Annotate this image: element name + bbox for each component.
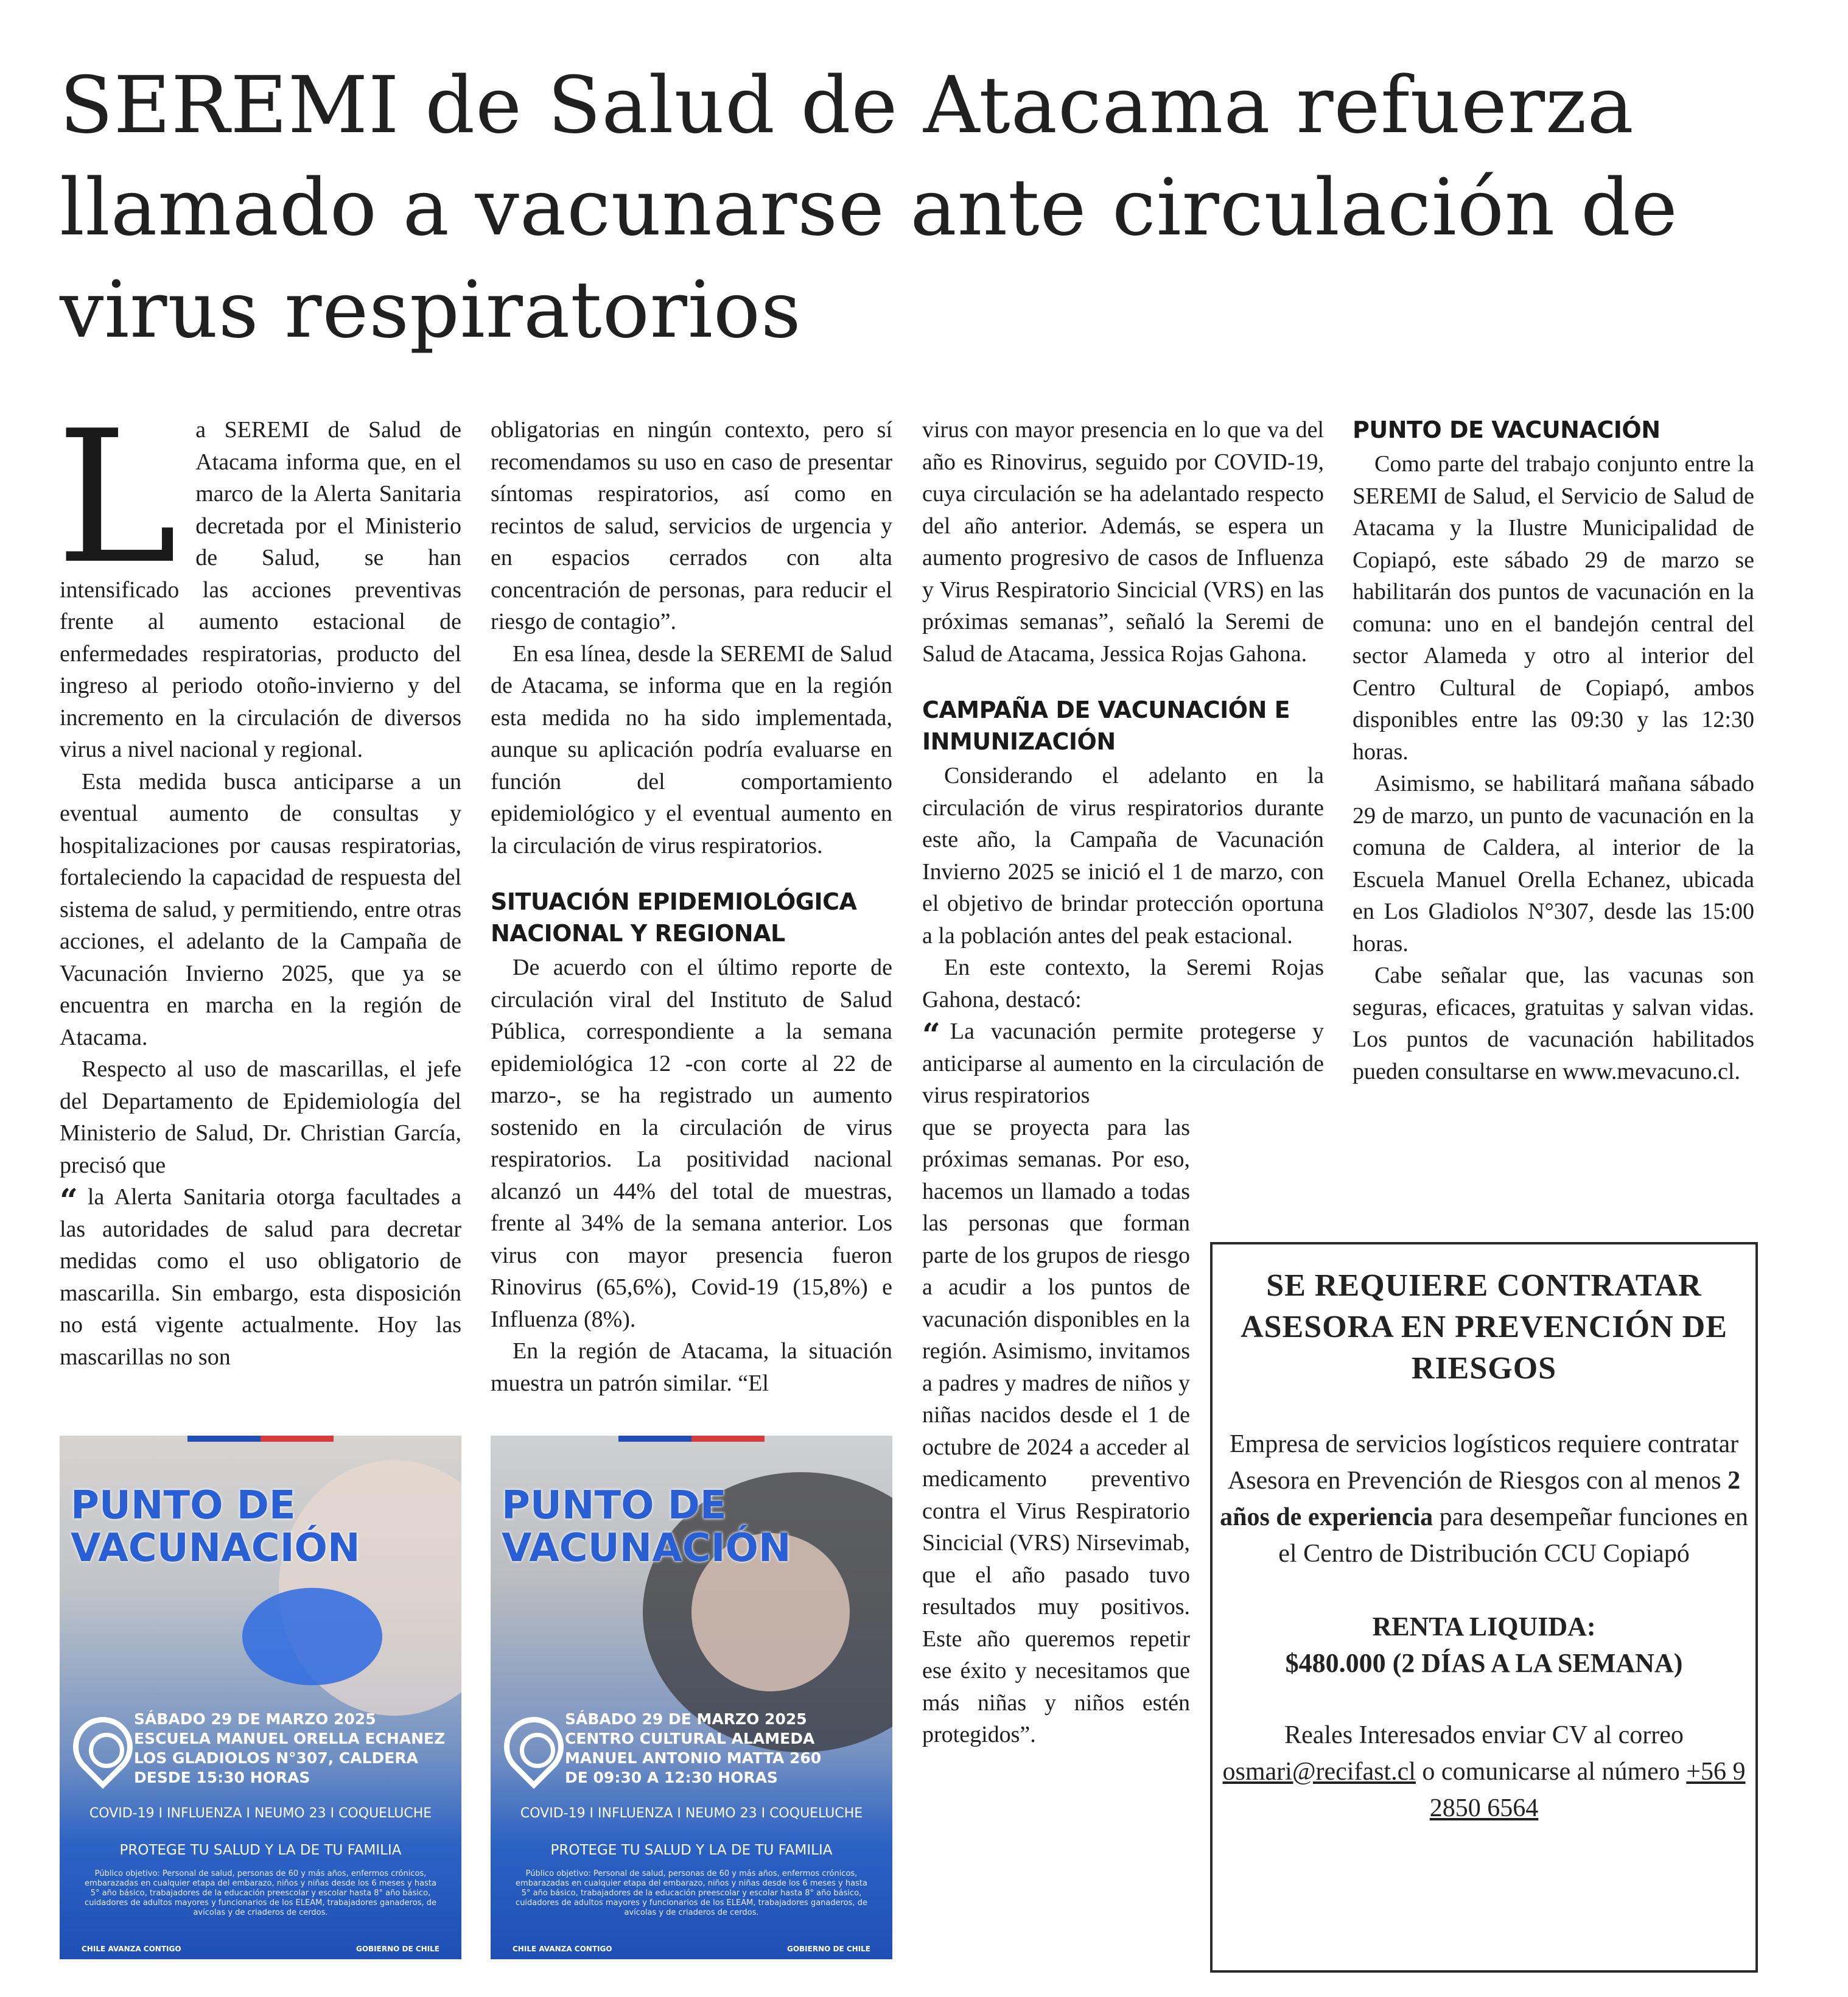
vaccination-poster-alameda: [491, 1436, 892, 1959]
poster-details: [565, 1710, 887, 1788]
location-pin-dot: [89, 1733, 124, 1768]
poster-date: SÁBADO 29 DE MARZO 2025: [565, 1710, 807, 1728]
ad-body-text: Empresa de servicios logísticos requiere contratar Asesora en Prevención de Riesgos con al menos: [1227, 1430, 1739, 1495]
ad-contact-text: Reales Interesados enviar CV al correo: [1284, 1721, 1684, 1749]
poster-time: DE 09:30 A 12:30 HORAS: [565, 1769, 778, 1786]
poster-place: CENTRO CULTURAL ALAMEDA: [565, 1730, 815, 1747]
paragraph: Considerando el adelanto en la circulación de virus respiratorios durante este año, la Campaña de Vacunación Invierno 2025 se inició el 1 de marzo, con el objetivo de brindar protección oportuna a la población antes del peak estacional.: [922, 763, 1324, 949]
flag-bar: [187, 1436, 334, 1442]
ad-body: [1213, 1426, 1755, 1572]
ad-contact: [1213, 1717, 1755, 1827]
poster-title: PUNTO DE VACUNACIÓN: [71, 1483, 360, 1571]
ad-phone-link[interactable]: +56 9 2850 6564: [1429, 1758, 1746, 1822]
poster-time: DESDE 15:30 HORAS: [134, 1769, 310, 1786]
poster-services: COVID-19 I INFLUENZA I NEUMO 23 I COQUELUCHE: [520, 1806, 863, 1821]
poster-slogan: PROTEGE TU SALUD Y LA DE TU FAMILIA: [119, 1842, 402, 1858]
quote-text: la Alerta Sanitaria otorga facultades a las autoridades de salud para decretar medidas como el uso obligatorio de mascarilla. Sin embargo, esta disposición no está vigente actualmente. Hoy las mascarillas no son: [60, 1184, 461, 1370]
quote-paragraph: [922, 1016, 1324, 1112]
location-pin-dot: [520, 1733, 555, 1768]
paragraph: obligatorias en ningún contexto, pero sí recomendamos su uso en caso de presentar síntomas respiratorios, así como en recintos de salud, servicios de urgencia y en espacios cerrados con alta concentración de personas, para reducir el riesgo de contagio”.: [491, 417, 892, 634]
poster-title: PUNTO DE VACUNACIÓN: [502, 1483, 791, 1571]
paragraph: Respecto al uso de mascarillas, el jefe del Departamento de Epidemiología del Ministerio de Salud, Dr. Christian García, precisó que: [60, 1056, 461, 1178]
quote-icon: “: [922, 1017, 940, 1054]
poster-details: [134, 1710, 457, 1788]
headline: SEREMI de Salud de Atacama refuerza llamado a vacunarse ante circulación de virus respiratorios: [60, 60, 1678, 356]
article-column-1: [56, 391, 461, 1373]
paragraph: Como parte del trabajo conjunto entre la SEREMI de Salud, el Servicio de Salud de Atacama y la Ilustre Municipalidad de Copiapó, este sábado 29 de marzo se habilitarán dos puntos de vacunación en la comuna: uno en el bandejón central del sector Alameda y otro al interior del Centro Cultural de Copiapó, ambos disponibles entre las 09:30 y las 12:30 horas.: [1353, 451, 1754, 765]
paragraph: En este contexto, la Seremi Rojas Gahona, destacó:: [922, 955, 1324, 1013]
ad-body-text: para desempeñar funciones en el Centro de Distribución CCU Copiapó: [1278, 1503, 1748, 1568]
poster-footer-left: CHILE AVANZA CONTIGO: [513, 1945, 612, 1953]
poster-services: COVID-19 I INFLUENZA I NEUMO 23 I COQUELUCHE: [89, 1806, 432, 1821]
flag-bar: [618, 1436, 765, 1442]
vaccination-poster-caldera: [60, 1436, 461, 1959]
photo-glove-shape: [242, 1588, 382, 1685]
ad-email-link[interactable]: osmari@recifast.cl: [1222, 1758, 1416, 1786]
paragraph: Esta medida busca anticiparse a un eventual aumento de consultas y hospitalizaciones por causas respiratorias, fortaleciendo la capacidad de respuesta del sistema de salud, y permitiendo, entre otras acciones, el adelanto de la Campaña de Vacunación Invierno 2025, que ya se encuentra en marcha en la región de Atacama.: [60, 768, 461, 1050]
poster-fineprint: Público objetivo: Personal de salud, personas de 60 y más años, enfermos crónicos, embarazadas en cualquier etapa del embarazo, niños y niñas desde los 6 meses y hasta 5° año básico, trabajadores de la educación preescolar y escolar hasta 8° año básico, cuidadores de adultos mayores y funcionarios de los ELEAM, trabajadores ganaderos, de avícolas y de criaderos de cerdos.: [85, 1869, 436, 1917]
quote-icon: “: [60, 1182, 78, 1220]
paragraph: Cabe señalar que, las vacunas son seguras, eficaces, gratuitas y salvan vidas. Los puntos de vacunación habilitados pueden consultarse en www.mevacuno.cl.: [1353, 963, 1754, 1084]
section-subhead: SITUACIÓN EPIDEMIOLÓGICA NACIONAL Y REGIONAL: [491, 888, 857, 947]
ad-body-bold: 2 años de experiencia: [1220, 1467, 1741, 1531]
section-subhead: CAMPAÑA DE VACUNACIÓN E INMUNIZACIÓN: [922, 697, 1290, 755]
ad-salary-label: RENTA LIQUIDA:: [1372, 1612, 1596, 1641]
paragraph: Asimismo, se habilitará mañana sábado 29 de marzo, un punto de vacunación en la comuna de Caldera, al interior de la Escuela Manuel Orella Echanez, ubicada en Los Gladiolos N°307, desde las 15:00 horas.: [1353, 771, 1754, 956]
poster-slogan: PROTEGE TU SALUD Y LA DE TU FAMILIA: [550, 1842, 833, 1858]
paragraph: virus con mayor presencia en lo que va del año es Rinovirus, seguido por COVID-19, cuya circulación se ha adelantado respecto del año anterior. Además, se espera un aumento progresivo de casos de Influenza y Virus Respiratorio Sincicial (VRS) en las próximas semanas”, señaló la Seremi de Salud de Atacama, Jessica Rojas Gahona.: [922, 417, 1324, 667]
paragraph: a SEREMI de Salud de Atacama informa que, en el marco de la Alerta Sanitaria decretada por el Ministerio de Salud, se han intensificado las acciones preventivas frente al aumento estacional de enfermedades respiratorias, producto del ingreso al periodo otoño-invierno y del incremento en la circulación de diversos virus a nivel nacional y regional.: [60, 417, 461, 762]
poster-address: MANUEL ANTONIO MATTA 260: [565, 1749, 822, 1767]
job-advertisement: [1210, 1242, 1758, 1973]
paragraph: En esa línea, desde la SEREMI de Salud de Atacama, se informa que en la región esta medida no ha sido implementada, aunque su aplicación podría evaluarse en función del comportamiento epidemiológico y el eventual aumento en la circulación de virus respiratorios.: [491, 641, 892, 858]
article-column-2: [491, 414, 892, 1399]
paragraph: De acuerdo con el último reporte de circulación viral del Instituto de Salud Pública, correspondiente a la semana epidemiológica 12 -con corte al 22 de marzo-, se ha registrado un aumento sostenido en la circulación de virus respiratorios. La positividad nacional alcanzó un 44% del total de muestras, frente al 34% de la semana anterior. Los virus con mayor presencia fueron Rinovirus (65,6%), Covid-19 (15,8%) e Influenza (8%).: [491, 955, 892, 1332]
article-column-4: [1353, 414, 1754, 1087]
drop-cap: L: [56, 391, 178, 604]
quote-paragraph: [60, 1181, 461, 1373]
poster-place: ESCUELA MANUEL ORELLA ECHANEZ: [134, 1730, 446, 1747]
ad-contact-text: o comunicarse al número: [1422, 1758, 1680, 1786]
quote-text: La vacunación permite protegerse y anticiparse al aumento en la circulación de virus respiratorios: [922, 1019, 1324, 1108]
ad-salary-value: $480.000 (2 DÍAS A LA SEMANA): [1285, 1648, 1683, 1678]
section-subhead: PUNTO DE VACUNACIÓN: [1353, 416, 1661, 443]
poster-footer-right: GOBIERNO DE CHILE: [786, 1945, 870, 1953]
poster-address: LOS GLADIOLOS N°307, CALDERA: [134, 1749, 418, 1767]
ad-title: SE REQUIERE CONTRATAR ASESORA EN PREVENCIÓN DE RIESGOS: [1241, 1268, 1727, 1386]
poster-date: SÁBADO 29 DE MARZO 2025: [134, 1710, 376, 1728]
ad-salary: [1213, 1609, 1755, 1682]
paragraph: En la región de Atacama, la situación muestra un patrón similar. “El: [491, 1338, 892, 1396]
poster-footer-left: CHILE AVANZA CONTIGO: [82, 1945, 181, 1953]
poster-fineprint: Público objetivo: Personal de salud, personas de 60 y más años, enfermos crónicos, embarazadas en cualquier etapa del embarazo, niños y niñas desde los 6 meses y hasta 5° año básico, trabajadores de la educación preescolar y escolar hasta 8° año básico, cuidadores de adultos mayores y funcionarios de los ELEAM, trabajadores ganaderos, de avícolas y de criaderos de cerdos.: [516, 1869, 867, 1917]
poster-footer-right: GOBIERNO DE CHILE: [355, 1945, 439, 1953]
quote-continuation: que se proyecta para las próximas semanas. Por eso, hacemos un llamado a todas las personas que forman parte de los grupos de riesgo a acudir a los puntos de vacunación disponibles en la región. Asimismo, invitamos a padres y madres de niños y niñas nacidos desde el 1 de octubre de 2024 a acceder al medicamento preventivo contra el Virus Respiratorio Sincicial (VRS) Nirsevimab, que el año pasado tuvo resultados muy positivos. Este año queremos repetir ese éxito y necesitamos que más niñas y niños estén protegidos”.: [922, 1114, 1190, 1747]
